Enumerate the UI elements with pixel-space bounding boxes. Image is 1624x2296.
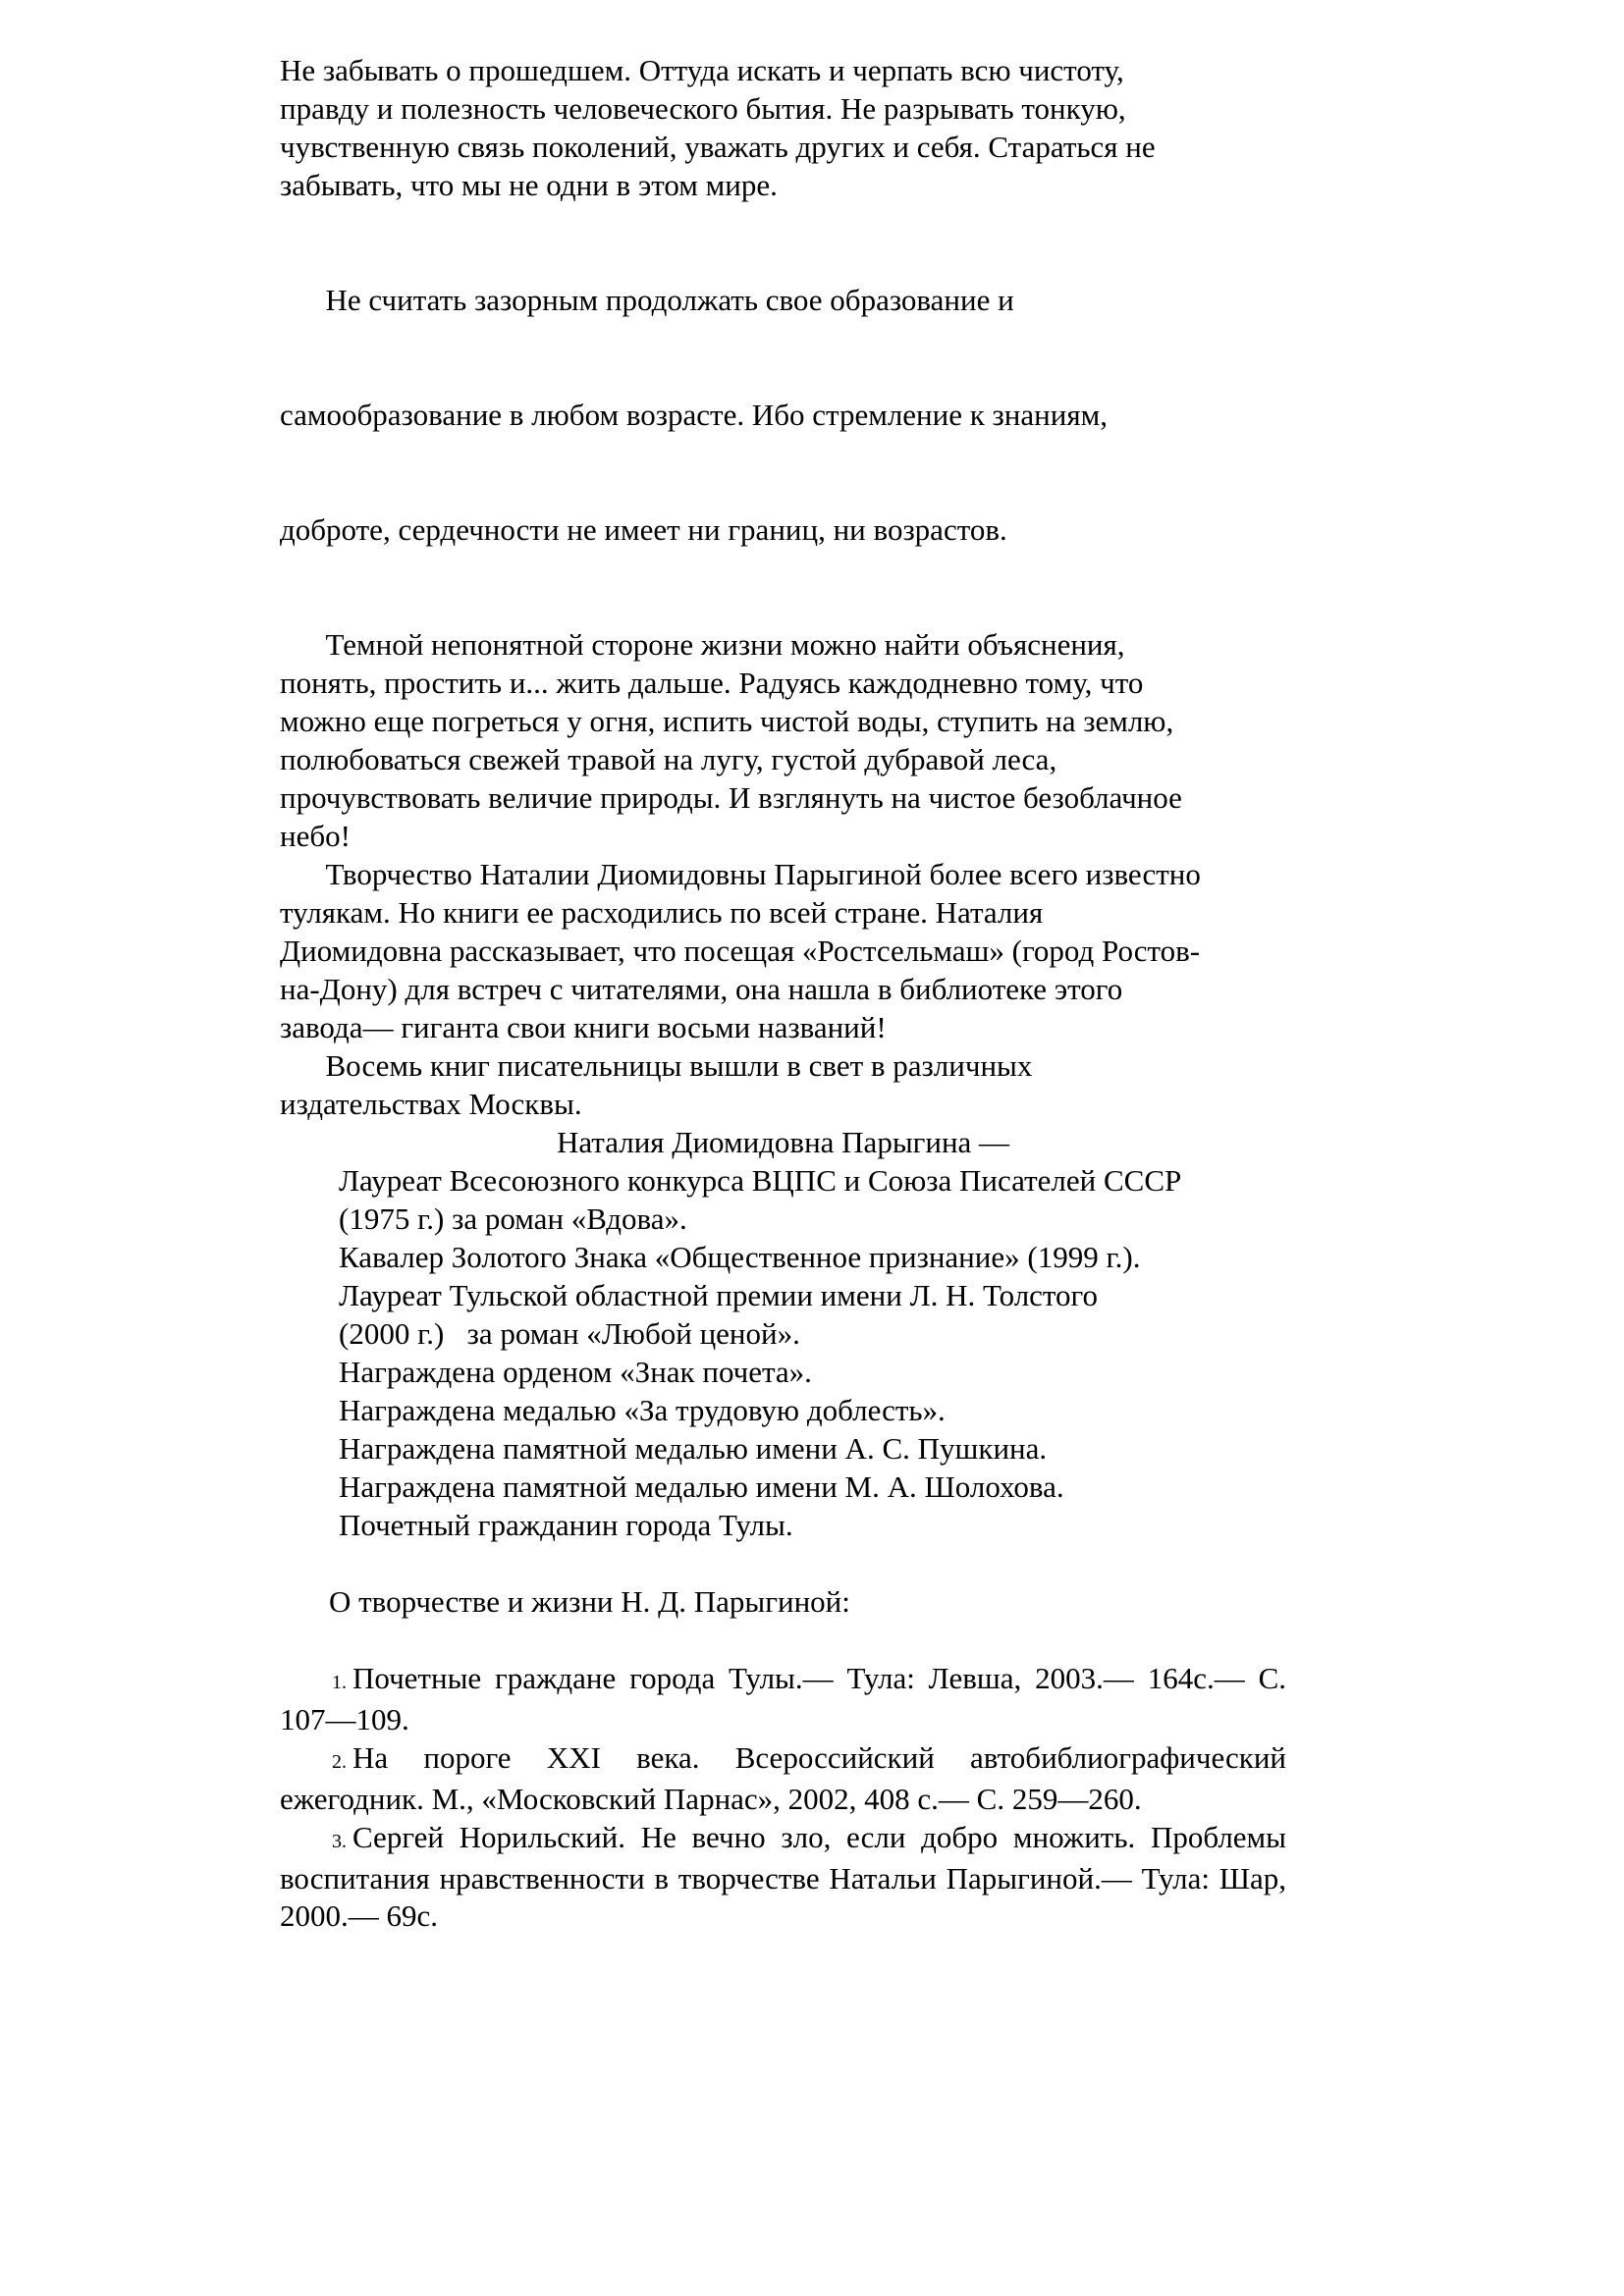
award-line: Кавалер Золотого Знака «Общественное признание» (1999 г.). (339, 1240, 1141, 1274)
text-line: Восемь книг писательницы вышли в свет в различных (280, 1048, 1033, 1083)
text-line: правду и полезность человеческого бытия. Не разрывать тонкую, (280, 91, 1126, 126)
text-line: Не считать зазорным продолжать свое образование и (280, 283, 1014, 317)
text-line: забывать, что мы не одни в этом мире. (280, 168, 778, 202)
references-list (280, 1660, 1286, 1935)
award-line: Награждена медалью «За трудовую доблесть». (339, 1393, 946, 1427)
references-heading (280, 1582, 1286, 1621)
text-line: издательствах Москвы. (280, 1087, 582, 1121)
references-heading-text: О творчестве и жизни Н. Д. Парыгиной: (329, 1584, 850, 1619)
text-line: тулякам. Но книги ее расходились по всей стране. Наталия (280, 895, 1044, 930)
text-line: самообразование в любом возрасте. Ибо стремление к знаниям, (280, 398, 1108, 432)
award-line: Почетный гражданин города Тулы. (339, 1508, 793, 1542)
reference-item (280, 1739, 1286, 1818)
paragraph-5 (280, 1046, 1286, 1123)
reference-item (280, 1819, 1286, 1935)
paragraph-1 (280, 51, 1286, 204)
text-column (280, 51, 1286, 1936)
award-line: Награждена памятной медалью имени М. А. Шолохова. (339, 1469, 1064, 1504)
reference-number: 2. (332, 1751, 347, 1773)
award-line: Лауреат Всесоюзного конкурса ВЦПС и Союза Писателей СССР (339, 1163, 1182, 1198)
text-line: на-Дону) для встреч с читателями, она нашла в библиотеке этого (280, 972, 1123, 1006)
paragraph-4 (280, 855, 1286, 1046)
paragraph-2 (280, 204, 1286, 625)
award-line: Награждена памятной медалью имени А. С. Пушкина. (339, 1431, 1048, 1466)
text-line: завода— гиганта свои книги восьми названий! (280, 1010, 887, 1044)
reference-text: Сергей Норильский. Не вечно зло, если добро множить. Проблемы воспитания нравственности в творчестве Натальи Парыгиной.— Тула: Шар, 2000.— 69с. (280, 1820, 1286, 1933)
text-line: Не забывать о прошедшем. Оттуда искать и черпать всю чистоту, (280, 53, 1124, 87)
award-line: Лауреат Тульской областной премии имени Л. Н. Толстого (339, 1278, 1099, 1312)
text-line: доброте, сердечности не имеет ни границ, ни возрастов. (280, 512, 1007, 547)
text-line: Темной непонятной стороне жизни можно найти объяснения, (280, 627, 1125, 662)
reference-text: Почетные граждане города Тулы.— Тула: Левша, 2003.— 164с.— С. 107—109. (280, 1661, 1286, 1736)
awards-heading: Наталия Диомидовна Парыгина — (556, 1125, 1010, 1159)
award-line: (1975 г.) за роман «Вдова». (339, 1201, 687, 1236)
text-line: Творчество Наталии Диомидовны Парыгиной более всего известно (280, 857, 1201, 891)
text-line: можно еще погреться у огня, испить чистой воды, ступить на землю, (280, 704, 1174, 738)
awards-list (280, 1161, 1286, 1544)
reference-number: 1. (332, 1672, 347, 1693)
text-line: понять, простить и... жить дальше. Радуясь каждодневно тому, что (280, 666, 1144, 700)
reference-number: 3. (332, 1831, 347, 1852)
award-line: Награждена орденом «Знак почета». (339, 1355, 812, 1389)
spacer (280, 1544, 1286, 1582)
text-line: полюбоваться свежей травой на лугу, густой дубравой леса, (280, 742, 1057, 776)
award-line: (2000 г.) за роман «Любой ценой». (339, 1316, 800, 1351)
paragraph-3 (280, 625, 1286, 855)
text-line: Диомидовна рассказывает, что посещая «Ростсельмаш» (город Ростов- (280, 934, 1201, 968)
reference-item (280, 1660, 1286, 1738)
text-line: небо! (280, 819, 351, 853)
text-line: чувственную связь поколений, уважать других и себя. Стараться не (280, 130, 1156, 164)
reference-text: На пороге XXI века. Всероссийский автобиблиографический ежегодник. М., «Московский Парнас», 2002, 408 с.— С. 259—260. (280, 1740, 1286, 1816)
text-line: прочувствовать величие природы. И взглянуть на чистое безоблачное (280, 780, 1182, 815)
